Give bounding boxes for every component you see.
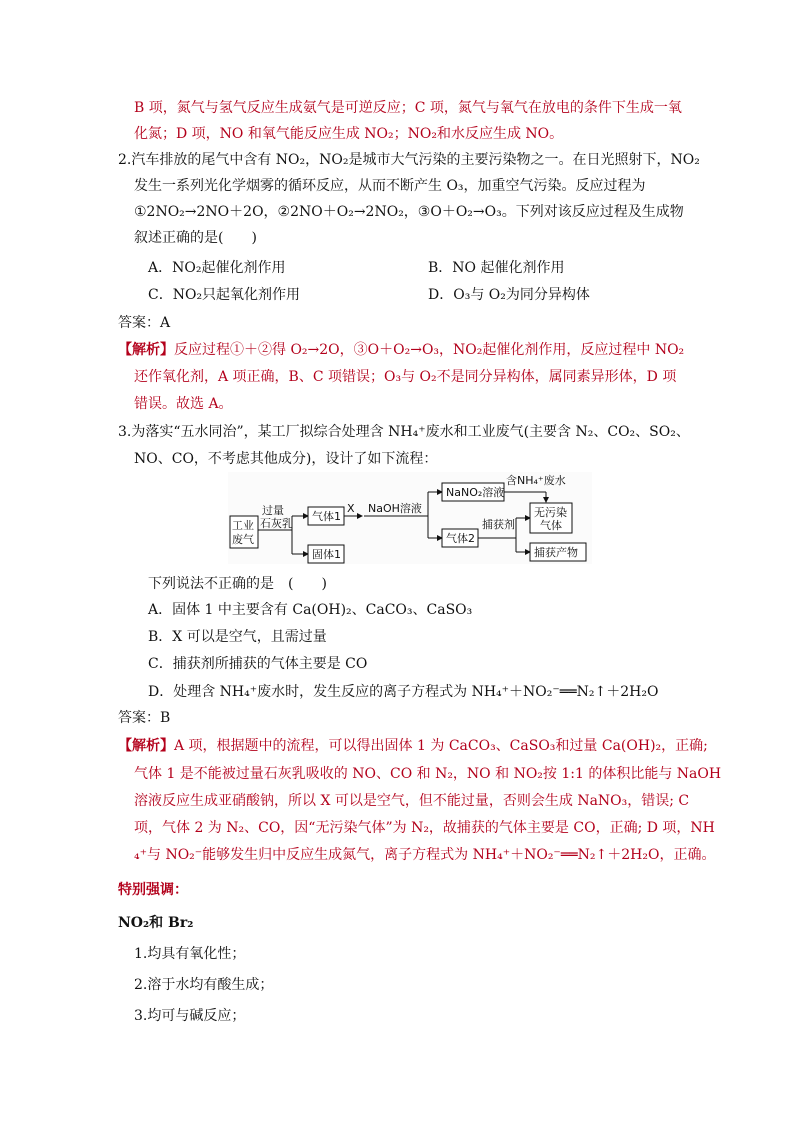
lime-label-2: 石灰乳 (260, 517, 293, 530)
question-3-option-b: B．X 可以是空气，且需过量 (148, 629, 327, 645)
emphasis-subtitle: NO₂和 Br₂ (118, 915, 194, 931)
analysis-tag: 【解析】 (118, 342, 174, 358)
emphasis-item-2: 2.溶于水均有酸生成； (134, 977, 274, 993)
paragraph-b-line-2: 化氮；D 项，NO 和氧气能反应生成 NO₂；NO₂和水反应生成 NO。 (134, 126, 564, 142)
gas2-label: 气体2 (446, 532, 475, 545)
analysis-text: A 项，根据题中的流程，可以得出固体 1 为 CaCO₃、CaSO₃和过量 Ca(OH)₂，正确; (174, 738, 708, 754)
process-flow-diagram (228, 472, 592, 564)
nh4-wastewater-label: 含NH₄⁺废水 (506, 474, 566, 487)
question-2-option-d: D．O₃与 O₂为同分异构体 (428, 287, 590, 303)
capture-product-label: 捕获产物 (534, 546, 578, 559)
gas1-label: 气体1 (312, 510, 341, 523)
waste-gas-label-2: 废气 (232, 533, 254, 546)
question-2-stem-line-2: 发生一系列光化学烟雾的循环反应，从而不断产生 O₃，加重空气污染。反应过程为 (134, 178, 646, 194)
question-2-option-b: B．NO 起催化剂作用 (428, 260, 565, 276)
waste-gas-label: 工业 (232, 519, 254, 532)
question-2-option-a: A．NO₂起催化剂作用 (148, 260, 286, 276)
analysis-tag: 【解析】 (118, 738, 174, 754)
analysis-text: 反应过程①＋②得 O₂→2O，③O＋O₂→O₃，NO₂起催化剂作用，反应过程中 NO₂ (174, 342, 685, 358)
x-label: X (347, 502, 355, 515)
naoh-label: NaOH溶液 (368, 502, 422, 515)
question-3-stem-line-2: NO、CO，不考虑其他成分)，设计了如下流程： (134, 451, 438, 467)
question-2-stem-line-3: ①2NO₂→2NO＋2O，②2NO＋O₂→2NO₂，③O＋O₂→O₃。下列对该反应过程及生成物 (134, 204, 684, 220)
question-3-analysis-line-2: 气体 1 是不能被过量石灰乳吸收的 NO、CO 和 N₂，NO 和 NO₂按 1:1 的体积比能与 NaOH (134, 766, 722, 782)
paragraph-b-line-1: B 项，氮气与氢气反应生成氨气是可逆反应；C 项，氮气与氧气在放电的条件下生成一氧 (134, 100, 682, 116)
question-3-option-d: D．处理含 NH₄⁺废水时，发生反应的离子方程式为 NH₄⁺＋NO₂⁻══N₂↑＋2H₂O (148, 684, 659, 700)
question-2-stem-line-1: 2.汽车排放的尾气中含有 NO₂，NO₂是城市大气污染的主要污染物之一。在日光照射下，NO₂ (118, 152, 700, 168)
question-3-option-a: A．固体 1 中主要含有 Ca(OH)₂、CaCO₃、CaSO₃ (148, 602, 473, 618)
clean-gas-label-1: 无污染 (534, 506, 567, 519)
question-2-answer: 答案：A (118, 315, 171, 331)
question-3-option-c: C．捕获剂所捕获的气体主要是 CO (148, 656, 368, 672)
question-3-stem-line-1: 3.为落实“五水同治”，某工厂拟综合处理含 NH₄⁺废水和工业废气(主要含 N₂、CO₂、SO₂、 (118, 424, 690, 440)
emphasis-item-3: 3.均可与碱反应； (134, 1008, 246, 1024)
question-3-analysis-line-4: 项，气体 2 为 N₂、CO，因“无污染气体”为 N₂，故捕获的气体主要是 CO，正确; D 项，NH (134, 820, 715, 836)
emphasis-title: 特别强调： (118, 882, 188, 898)
question-3-analysis-line-1 (118, 736, 708, 756)
solid1-label: 固体1 (312, 548, 341, 561)
question-3-answer: 答案：B (118, 710, 171, 726)
capture-agent-label: 捕获剂 (482, 518, 515, 531)
nano2-label: NaNO₂溶液 (446, 486, 505, 499)
clean-gas-label-2: 气体 (540, 519, 562, 532)
question-3-prompt: 下列说法不正确的是 ( ) (148, 576, 327, 592)
question-2-analysis-line-1 (118, 340, 684, 360)
question-3-analysis-line-5: ₄⁺与 NO₂⁻能够发生归中反应生成氮气，离子方程式为 NH₄⁺＋NO₂⁻══N₂↑＋2H₂O，正确。 (134, 847, 716, 863)
question-2-analysis-line-3: 错误。故选 A。 (134, 396, 233, 412)
emphasis-item-1: 1.均具有氧化性； (134, 946, 246, 962)
question-2-option-c: C．NO₂只起氧化剂作用 (148, 287, 301, 303)
question-3-analysis-line-3: 溶液反应生成亚硝酸钠，所以 X 可以是空气，但不能过量，否则会生成 NaNO₃，错误; C (134, 793, 690, 809)
lime-label-1: 过量 (262, 504, 284, 517)
question-2-analysis-line-2: 还作氧化剂，A 项正确，B、C 项错误；O₃与 O₂不是同分异构体，属同素异形体，D 项 (134, 369, 677, 385)
question-2-stem-line-4: 叙述正确的是( ) (134, 230, 257, 246)
